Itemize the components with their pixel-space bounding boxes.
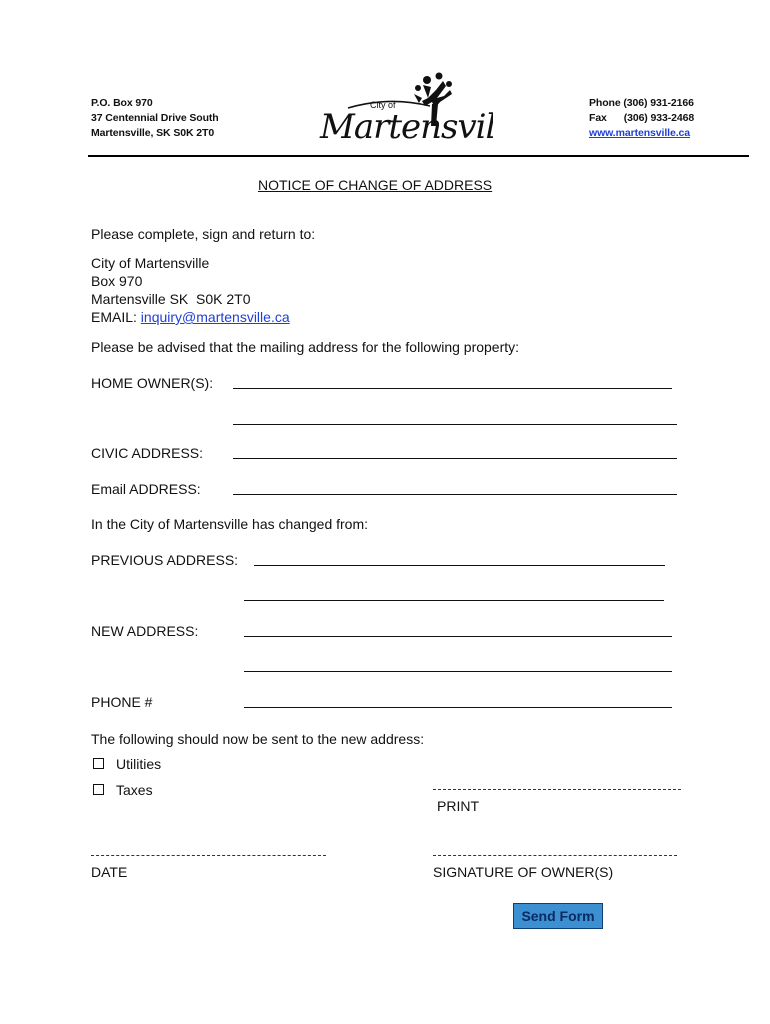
previous-address-field-2[interactable] — [244, 600, 664, 601]
civic-address-label: CIVIC ADDRESS: — [91, 445, 204, 461]
return-city: Martensville SK S0K 2T0 — [91, 291, 251, 307]
previous-address-field-1[interactable] — [254, 565, 665, 566]
email-link[interactable]: inquiry@martensville.ca — [140, 309, 290, 325]
address-line-1: P.O. Box 970 — [91, 97, 153, 109]
date-label: DATE — [91, 864, 128, 880]
header-contact — [589, 96, 694, 141]
phone-label: PHONE # — [91, 694, 153, 710]
advised-text: Please be advised that the mailing address for the following property: — [91, 339, 520, 355]
address-line-2: 37 Centennial Drive South — [91, 112, 219, 124]
intro-text: Please complete, sign and return to: — [91, 226, 316, 242]
home-owners-field-2[interactable] — [233, 424, 677, 425]
following-text: The following should now be sent to the new address: — [91, 731, 425, 747]
phone-field[interactable] — [244, 707, 672, 708]
logo-city-of: City of — [370, 100, 396, 110]
taxes-checkbox[interactable] — [93, 784, 104, 795]
home-owners-field-1[interactable] — [233, 388, 672, 389]
print-label: PRINT — [437, 798, 479, 814]
utilities-option[interactable] — [93, 755, 161, 773]
header-divider — [88, 155, 749, 157]
return-box: Box 970 — [91, 273, 143, 289]
changed-from-text: In the City of Martensville has changed from: — [91, 516, 369, 532]
email-label: EMAIL: — [91, 309, 141, 325]
return-address — [91, 254, 290, 326]
send-form-button[interactable]: Send Form — [513, 903, 603, 929]
fax-number: Fax (306) 933-2468 — [589, 112, 695, 124]
new-address-label: NEW ADDRESS: — [91, 623, 199, 639]
signature-label: SIGNATURE OF OWNER(S) — [433, 864, 614, 880]
header-address — [91, 96, 219, 141]
email-address-field[interactable] — [233, 494, 677, 495]
date-field[interactable] — [91, 855, 326, 856]
utilities-label: Utilities — [116, 756, 162, 772]
logo-script: Martensvi — [320, 107, 486, 146]
form-title: NOTICE OF CHANGE OF ADDRESS — [258, 177, 493, 193]
print-field[interactable] — [433, 789, 681, 790]
taxes-label: Taxes — [116, 782, 153, 798]
phone-number: Phone (306) 931-2166 — [589, 97, 694, 109]
address-line-3: Martensville, SK S0K 2T0 — [91, 127, 215, 139]
website-link[interactable]: www.martensville.ca — [589, 127, 691, 139]
previous-address-label: PREVIOUS ADDRESS: — [91, 552, 239, 568]
email-address-label: Email ADDRESS: — [91, 481, 201, 497]
signature-field[interactable] — [433, 855, 677, 856]
new-address-field-2[interactable] — [244, 671, 672, 672]
new-address-field-1[interactable] — [244, 636, 672, 637]
taxes-option[interactable] — [93, 781, 153, 799]
return-email — [91, 308, 290, 326]
city-logo-graphic — [318, 68, 493, 146]
civic-address-field[interactable] — [233, 458, 677, 459]
utilities-checkbox[interactable] — [93, 758, 104, 769]
city-logo — [318, 68, 493, 146]
return-name: City of Martensville — [91, 255, 210, 271]
home-owners-label: HOME OWNER(S): — [91, 375, 214, 391]
